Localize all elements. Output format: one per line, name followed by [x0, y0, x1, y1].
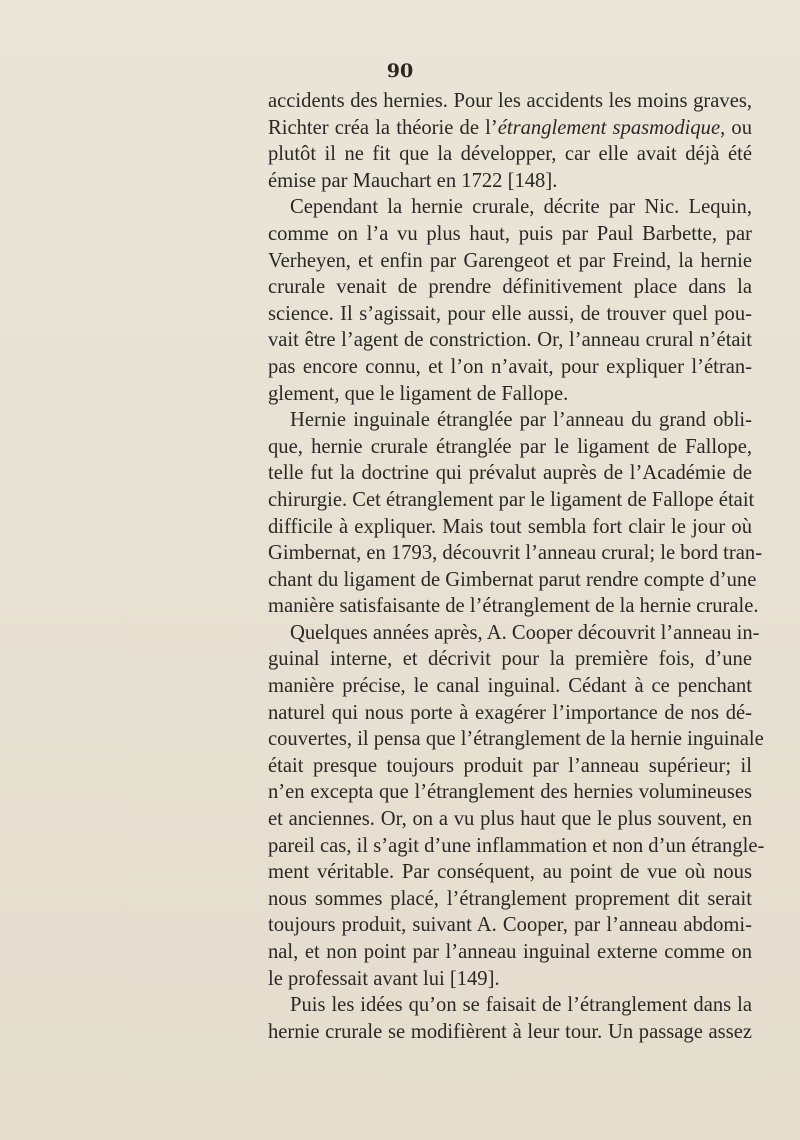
text-line: plutôt il ne fit que la développer, car elle avait déjà été [268, 143, 752, 166]
text-line: comme on l’a vu plus haut, puis par Paul Barbette, par [268, 222, 752, 245]
text-line: toujours produit, suivant A. Cooper, par l’anneau abdomi- [268, 914, 752, 937]
text-line: le professait avant lui [149]. [268, 967, 500, 990]
text-line: telle fut la doctrine qui prévalut auprès de l’Académie de [268, 462, 752, 485]
text-line: Quelques années après, A. Cooper découvrit l’anneau in- [290, 621, 760, 644]
body-text [268, 88, 765, 1045]
text-line: émise par Mauchart en 1722 [148]. [268, 169, 558, 192]
text-line: nous sommes placé, l’étranglement proprement dit serait [268, 887, 752, 910]
text-line: Cependant la hernie crurale, décrite par Nic. Lequin, [290, 196, 752, 219]
text-line: nal, et non point par l’anneau inguinal externe comme on [268, 941, 752, 963]
text-line: manière satisfaisante de l’étranglement de la hernie crurale. [268, 595, 759, 618]
text-line: manière précise, le canal inguinal. Cédant à ce penchant [268, 675, 752, 698]
text-line: glement, que le ligament de Fallope. [268, 382, 569, 405]
text-line: naturel qui nous porte à exagérer l’importance de nos dé- [268, 701, 752, 724]
text-line: ment véritable. Par conséquent, au point de vue où nous [268, 861, 752, 884]
text-line: pas encore connu, et l’on n’avait, pour expliquer l’étran- [268, 355, 752, 378]
text-line: accidents des hernies. Pour les accidents les moins graves, [268, 90, 752, 112]
text-line: Gimbernat, en 1793, découvrit l’anneau crural; le bord tran- [268, 542, 763, 565]
text-line: science. Il s’agissait, pour elle aussi, de trouver quel pou- [268, 302, 752, 325]
text-line: couvertes, il pensa que l’étranglement de la hernie inguinale [268, 728, 764, 751]
text-line: difficile à expliquer. Mais tout sembla fort clair le jour où [268, 515, 752, 538]
text-line: crurale venait de prendre définitivement place dans la [268, 276, 752, 299]
text-line: guinal interne, et décrivit pour la première fois, d’une [268, 648, 752, 671]
text-line: pareil cas, il s’agit d’une inflammation et non d’un étrangle- [268, 834, 765, 857]
text-line: Hernie inguinale étranglée par l’anneau du grand obli- [290, 409, 752, 432]
text-line: que, hernie crurale étranglée par le ligament de Fallope, [268, 435, 752, 458]
text-line: chant du ligament de Gimbernat parut rendre compte d’une [268, 568, 757, 591]
text-line: n’en excepta que l’étranglement des hernies volumineuses [268, 781, 752, 804]
text-line: vait être l’agent de constriction. Or, l’anneau crural n’était [268, 329, 752, 352]
text-line: et anciennes. Or, on a vu plus haut que le plus souvent, en [268, 808, 752, 831]
text-line: Verheyen, et enfin par Garengeot et par Freind, la hernie [268, 249, 752, 272]
text-line: Richter créa la théorie de l’étranglement spasmodique, ou [268, 116, 752, 139]
page-number: 90 [386, 60, 414, 82]
text-line: chirurgie. Cet étranglement par le ligament de Fallope était [268, 488, 755, 511]
text-line: était presque toujours produit par l’anneau supérieur; il [268, 754, 752, 777]
text-line: hernie crurale se modifièrent à leur tour. Un passage assez [268, 1020, 752, 1043]
text-line: Puis les idées qu’on se faisait de l’étranglement dans la [290, 994, 752, 1017]
